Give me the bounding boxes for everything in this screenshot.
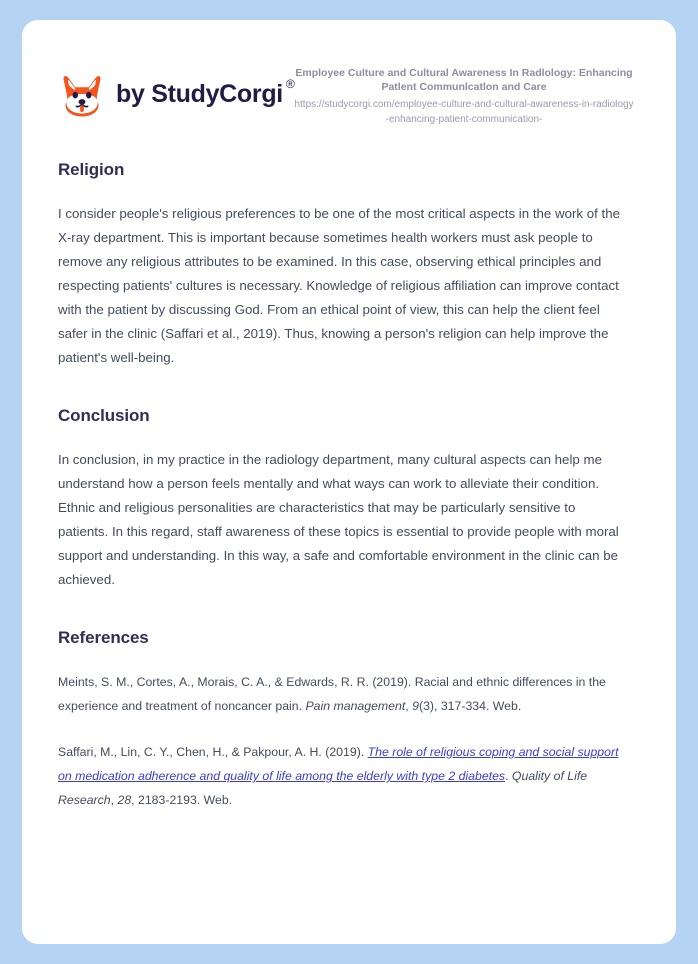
heading-religion: Religion [58,160,125,179]
brand-wordmark-text: by StudyCorgi [116,79,283,108]
reference-separator: , [405,699,413,713]
reference-tail: , 2183-2193. Web. [131,793,233,807]
document-header [22,20,676,124]
document-source-url: https://studycorgi.com/employee-culture-and-cultural-awareness-in-radiology-enhancing-patient-communication- [294,99,634,125]
studycorgi-brand[interactable] [58,70,295,118]
header-meta [294,66,634,127]
reference-authors-year: Saffari, M., Lin, C. Y., Chen, H., & Pakpour, A. H. (2019). [58,745,368,759]
reference-journal: Pain management [305,699,406,713]
reference-journal: Quality of Life Research [58,769,588,807]
heading-references: References [58,628,149,647]
document-body [22,124,676,812]
brand-wordmark [116,76,295,108]
document-page-card [22,20,676,944]
reference-volume: 28 [117,793,132,807]
reference-entry [58,740,628,812]
reference-separator: . [505,769,512,783]
paragraph-religion: I consider people's religious preferences to be one of the most critical aspects in the work of the X-ray department. This is important because sometimes health workers must ask people to remove any religious attributes to be examined. In this case, observing ethical principles and respecting patients' cultures is necessary. Knowledge of religious affiliation can improve contact with the patient by discussing God. From an ethical point of view, this can help the client feel safer in the clinic (Saffari et al., 2019). Thus, knowing a person's religion can help improve the patient's well-being. [58,206,621,365]
reference-tail: (3), 317-334. Web. [418,699,522,713]
reference-entry [58,670,628,718]
paragraph-conclusion: In conclusion, in my practice in the radiology department, many cultural aspects can help me understand how a person feels mentally and what ways can work to alleviate their condition. Ethnic and religious personalities are characteristics that may be particularly sensitive to patients. In this regard, staff awareness of these topics is essential to provide people with moral support and understanding. In this way, a safe and comfortable environment in the clinic can be achieved. [58,452,619,587]
corgi-face-logo-icon [58,70,106,118]
heading-conclusion: Conclusion [58,406,150,425]
reference-volume: 9 [412,699,419,713]
document-title: Employee Culture and Cultural Awareness In Radlology: Enhancing Patlent Communlcatlon and Care [295,67,633,94]
reference-authors-year: Meints, S. M., Cortes, A., Morais, C. A., & Edwards, R. R. (2019). Racial and ethnic differences in the experience and treatment of noncancer pain. [58,675,606,713]
reference-separator: , [110,793,118,807]
registered-trademark-icon: ® [285,76,295,91]
reference-link[interactable]: The role of religious coping and social support on medication adherence and quality of life among the elderly with type 2 diabetes [58,745,619,783]
